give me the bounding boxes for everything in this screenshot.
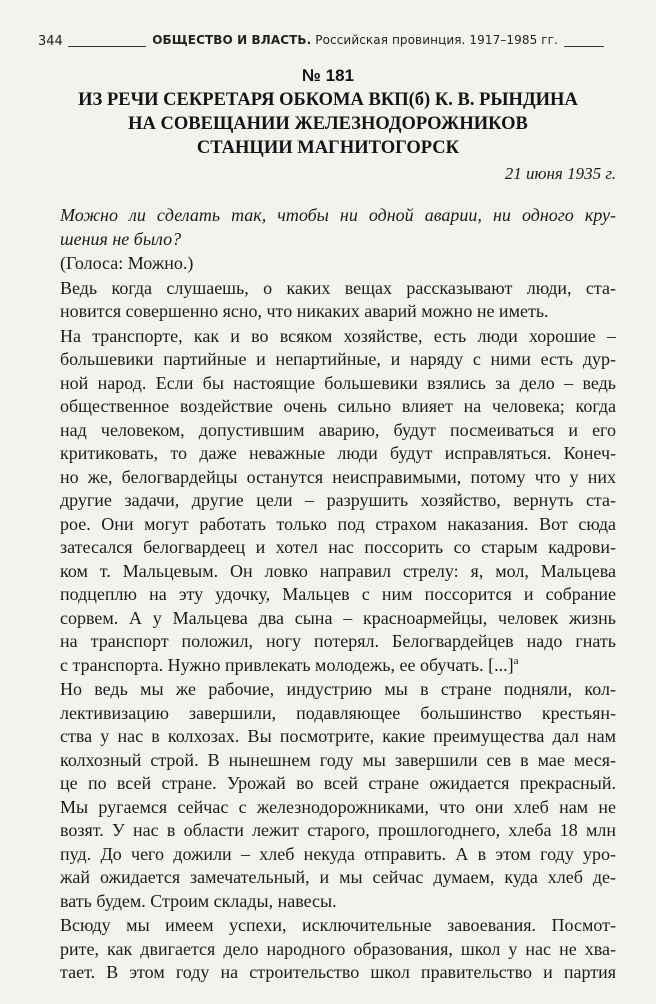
text-line [60, 938, 616, 962]
document-date: 21 июня 1935 г. [504, 164, 616, 183]
text-line [60, 489, 616, 513]
text-line [60, 843, 616, 867]
document-title-line: НА СОВЕЩАНИИ ЖЕЛЕЗНОДОРОЖНИКОВ [128, 114, 528, 134]
text-line [60, 702, 616, 726]
paragraph [60, 914, 616, 985]
text-line-content: шения не было? [60, 228, 182, 249]
text-line-content: критиковать, то даже неважные люди будут исправляться. Конеч- [60, 443, 616, 463]
text-line-content: затесался белогвардеец и хотел нас поссорить со старым кадрови- [60, 537, 616, 557]
document-body [60, 204, 616, 986]
text-line [60, 204, 616, 228]
text-line-content: возят. У нас в области лежит старого, прошлогоднего, хлеба 18 млн [60, 820, 616, 840]
text-line [60, 772, 616, 796]
text-line-content: тает. В этом году на строительство школ правительство и партия [60, 962, 616, 982]
text-line-content: сорвем. А у Мальцева два сына – красноармейцы, человек жизнь [60, 607, 616, 628]
text-line-content: Можно ли сделать так, чтобы ни одной аварии, ни одного кру- [60, 205, 616, 225]
text-line-content: с транспорта. Нужно привлекать молодежь, ее обучать. [...] [60, 654, 514, 675]
text-line [60, 725, 616, 749]
document-title [40, 88, 616, 160]
page-number: 344 [38, 34, 63, 49]
text-line-content: це по всей стране. Урожай во всей стране ожидается прекрасный. [60, 773, 616, 793]
text-line-content: рите, как двигается дело народного образования, школ у нас не хва- [60, 938, 616, 959]
text-line-content: ства у нас в колхозах. Вы посмотрите, какие преимущества дал нам [60, 726, 616, 746]
text-line-content: жай ожидается замечательный, и мы сейчас думаем, куда хлеб де- [60, 867, 616, 887]
text-line-content: общественное воздействие очень сильно влияет на человека; когда [60, 396, 616, 416]
text-line [60, 442, 616, 466]
text-line-content: рое. Они могут работать только под страхом наказания. Вот сюда [60, 513, 616, 534]
text-line-content: на транспорт положил, ногу потерял. Белогвардейцев надо гнать [60, 631, 616, 651]
text-line [60, 348, 616, 372]
paragraph [60, 678, 616, 913]
text-line [60, 513, 616, 537]
text-line [60, 300, 616, 324]
text-line-content: Ведь когда слушаешь, о каких вещах рассказывают люди, ста- [60, 277, 616, 298]
text-line-content: большевики партийные и непартийные, и наряду с ними есть дур- [60, 349, 616, 369]
paragraph [60, 252, 616, 276]
text-line [60, 277, 616, 301]
text-line [60, 796, 616, 820]
running-head [38, 30, 610, 54]
text-line-content: (Голоса: Можно.) [60, 253, 194, 273]
text-line [60, 890, 616, 914]
text-line [60, 819, 616, 843]
paragraph [60, 277, 616, 324]
text-line [60, 395, 616, 419]
text-line [60, 749, 616, 773]
document-title-line: СТАНЦИИ МАГНИТОГОРСК [196, 138, 460, 158]
text-line-content: но же, белогвардейцы останутся неисправимыми, потому что у них [60, 466, 616, 487]
text-line [60, 630, 616, 654]
text-line-content: Но ведь мы же рабочие, индустрию мы в стране подняли, кол- [60, 679, 616, 699]
text-line-content: ной народ. Если бы настоящие большевики взялись за дело – ведь [60, 372, 616, 393]
text-line [60, 654, 616, 678]
text-line-content: колхозный строй. В нынешнем году мы завершили сев в мае меся- [60, 749, 616, 770]
running-head-title-rest: Российская провинция. 1917–1985 гг. [311, 33, 558, 47]
text-line [60, 607, 616, 631]
text-line-content: На транспорте, как и во всяком хозяйстве, есть люди хорошие – [60, 325, 616, 346]
running-head-title [146, 33, 564, 47]
text-line [60, 914, 616, 938]
text-line [60, 678, 616, 702]
text-line [60, 419, 616, 443]
text-line [60, 466, 616, 490]
text-line [60, 583, 616, 607]
text-line [60, 560, 616, 584]
text-line-content: новится совершенно ясно, что никаких аварий можно не иметь. [60, 301, 549, 321]
text-line-content: другие задачи, другие цели – разрушить хозяйство, вернуть ста- [60, 490, 616, 510]
paragraph [60, 325, 616, 678]
running-head-title-bold: ОБЩЕСТВО И ВЛАСТЬ. [152, 33, 312, 47]
text-line-content: Мы ругаемся сейчас с железнодорожниками, что они хлеб нам не [60, 796, 616, 817]
text-line [60, 536, 616, 560]
text-line [60, 252, 616, 276]
text-line-content: вать будем. Строим склады, навесы. [60, 890, 337, 911]
footnote-mark: а [513, 654, 519, 667]
text-line [60, 961, 616, 985]
paragraph [60, 204, 616, 251]
text-line-content: над человеком, допустившим аварию, будут посмеиваться и его [60, 419, 616, 440]
text-line [60, 325, 616, 349]
text-line-content: Всюду мы имеем успехи, исключительные завоевания. Посмот- [60, 915, 616, 935]
text-line-content: лективизацию завершили, подавляющее большинство крестьян- [60, 702, 616, 723]
text-line-content: подцеплю на эту удочку, Мальцев с ним поссорится и собрание [60, 584, 616, 604]
text-line [60, 372, 616, 396]
text-line [60, 228, 616, 252]
text-line-content: ком т. Мальцевым. Он ловко направил стрелу: я, мол, Мальцева [60, 560, 616, 581]
text-line-content: пуд. До чего дожили – хлеб некуда отправить. А в этом году уро- [60, 843, 616, 864]
text-line [60, 866, 616, 890]
document-title-line: ИЗ РЕЧИ СЕКРЕТАРЯ ОБКОМА ВКП(б) К. В. РЫНДИНА [78, 90, 578, 110]
document-number: № 181 [301, 66, 355, 85]
